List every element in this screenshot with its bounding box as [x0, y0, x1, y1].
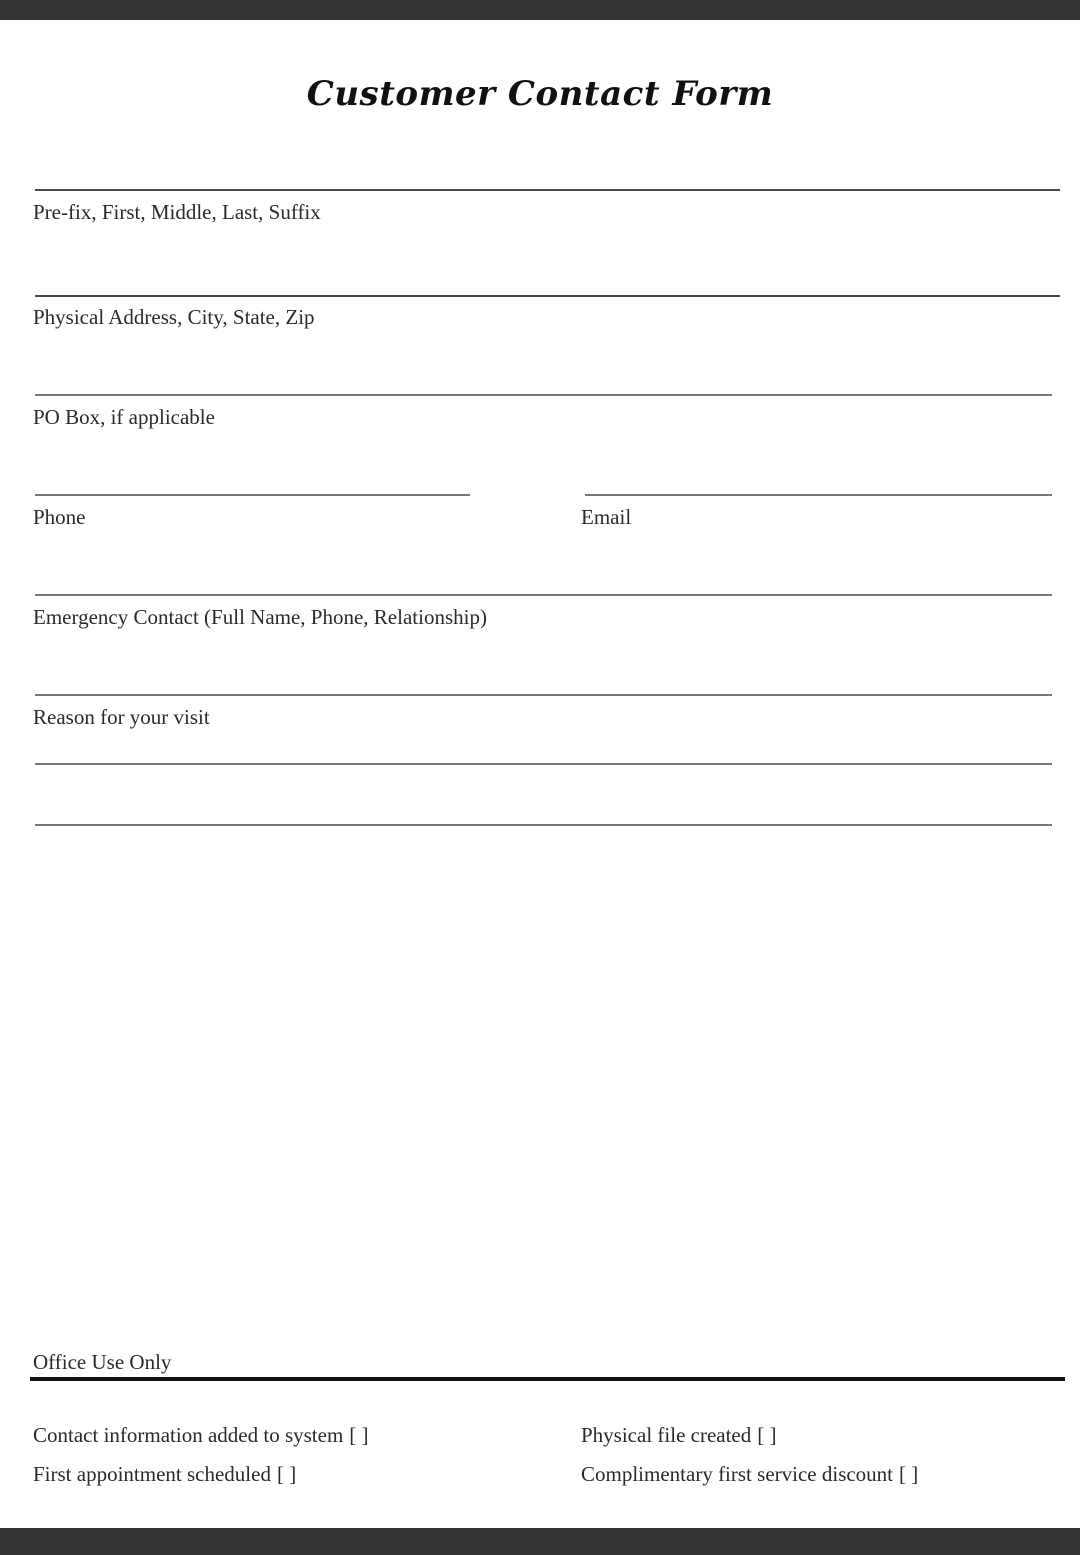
office-use-divider [30, 1377, 1065, 1381]
reason-extra-line-2[interactable] [35, 824, 1052, 826]
reason-input-line[interactable] [35, 694, 1052, 696]
checklist-file-created[interactable] [581, 1423, 777, 1448]
reason-extra-line-1[interactable] [35, 763, 1052, 765]
checkbox-contact-added[interactable]: [ ] [349, 1423, 369, 1447]
emergency-contact-input-line[interactable] [35, 594, 1052, 596]
address-input-line[interactable] [35, 295, 1060, 297]
bottom-frame-bar [0, 1528, 1080, 1555]
name-field-label: Pre-fix, First, Middle, Last, Suffix [33, 200, 321, 224]
checklist-contact-added-label: Contact information added to system [33, 1423, 344, 1447]
top-frame-bar [0, 0, 1080, 20]
email-input-line[interactable] [585, 494, 1052, 496]
checkbox-appointment-scheduled[interactable]: [ ] [276, 1462, 297, 1486]
checklist-discount-label: Complimentary first service discount [581, 1462, 894, 1486]
email-field-label: Email [581, 505, 632, 529]
checkbox-discount[interactable]: [ ] [899, 1462, 919, 1486]
checkbox-file-created[interactable]: [ ] [757, 1423, 777, 1447]
checklist-discount[interactable] [581, 1462, 918, 1487]
checklist-appointment-scheduled-label: First appointment scheduled [33, 1462, 271, 1486]
address-field-label: Physical Address, City, State, Zip [33, 305, 315, 329]
emergency-contact-field-label: Emergency Contact (Full Name, Phone, Relationship) [33, 605, 487, 629]
po-box-field-label: PO Box, if applicable [33, 405, 215, 429]
reason-field-label: Reason for your visit [33, 705, 210, 729]
name-input-line[interactable] [35, 189, 1060, 191]
page-title: Customer Contact Form [306, 74, 774, 114]
phone-input-line[interactable] [35, 494, 470, 496]
office-use-heading: Office Use Only [33, 1350, 172, 1374]
checklist-contact-added[interactable] [33, 1423, 369, 1448]
po-box-input-line[interactable] [35, 394, 1052, 396]
checklist-file-created-label: Physical file created [581, 1423, 752, 1447]
phone-field-label: Phone [33, 505, 86, 529]
checklist-appointment-scheduled[interactable] [33, 1462, 296, 1487]
